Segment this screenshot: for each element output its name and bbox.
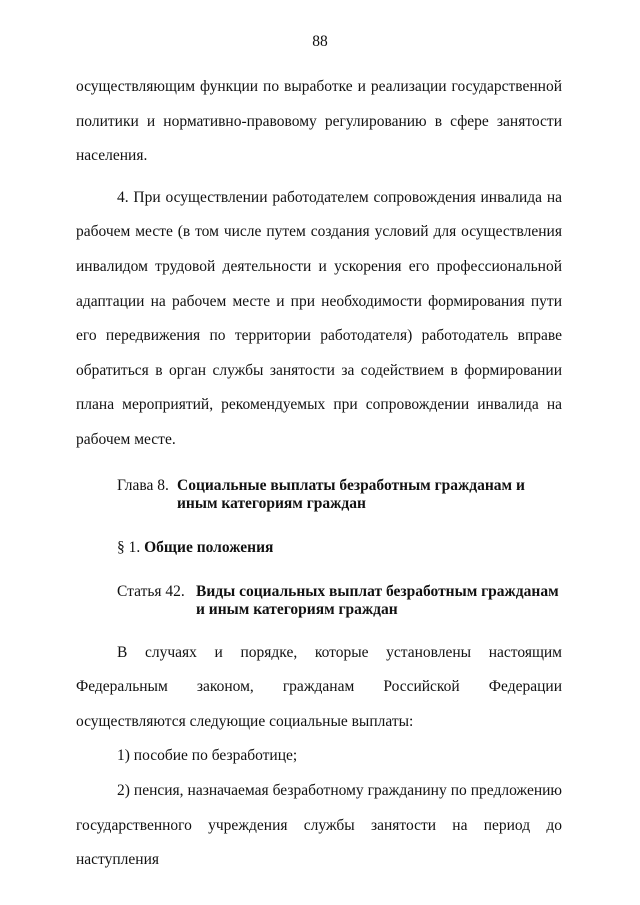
document-body (76, 70, 562, 878)
article-intro-paragraph: В случаях и порядке, которые установлены настоящим Федеральным законом, гражданам Российской Федерации осуществляются следующие социальные выплаты: (76, 643, 562, 730)
article-label: Статья 42. (117, 582, 185, 600)
article-title: Виды социальных выплат безработным гражданам и иным категориям граждан (196, 582, 559, 618)
paragraph-item-4: 4. При осуществлении работодателем сопровождения инвалида на рабочем месте (в том числе путем создания условий для осуществления инвалидом трудовой деятельности и ускорения его профессиональной адаптации на рабочем месте и при необходимости формирования пути его передвижения по территории работодателя) работодатель вправе обратиться в орган службы занятости за содействием в формировании плана мероприятий, рекомендуемых при сопровождении инвалида на рабочем месте. (76, 188, 562, 448)
article-heading (117, 583, 562, 619)
chapter-title: Социальные выплаты безработным гражданам и иным категориям граждан (177, 476, 525, 512)
chapter-label: Глава 8. (117, 476, 169, 494)
section-heading (117, 539, 562, 557)
section-label: § 1. (117, 538, 141, 556)
chapter-heading (117, 477, 562, 513)
page-number: 88 (312, 33, 328, 50)
list-item-1: 1) пособие по безработице; (117, 747, 298, 765)
list-item-2: 2) пенсия, назначаемая безработному гражданину по предложению государственного учреждения службы занятости на период до наступления (76, 781, 562, 869)
paragraph-continuation: осуществляющим функции по выработке и реализации государственной политики и нормативно-правовому регулированию в сфере занятости населения. (76, 78, 562, 165)
section-title: Общие положения (144, 538, 274, 556)
